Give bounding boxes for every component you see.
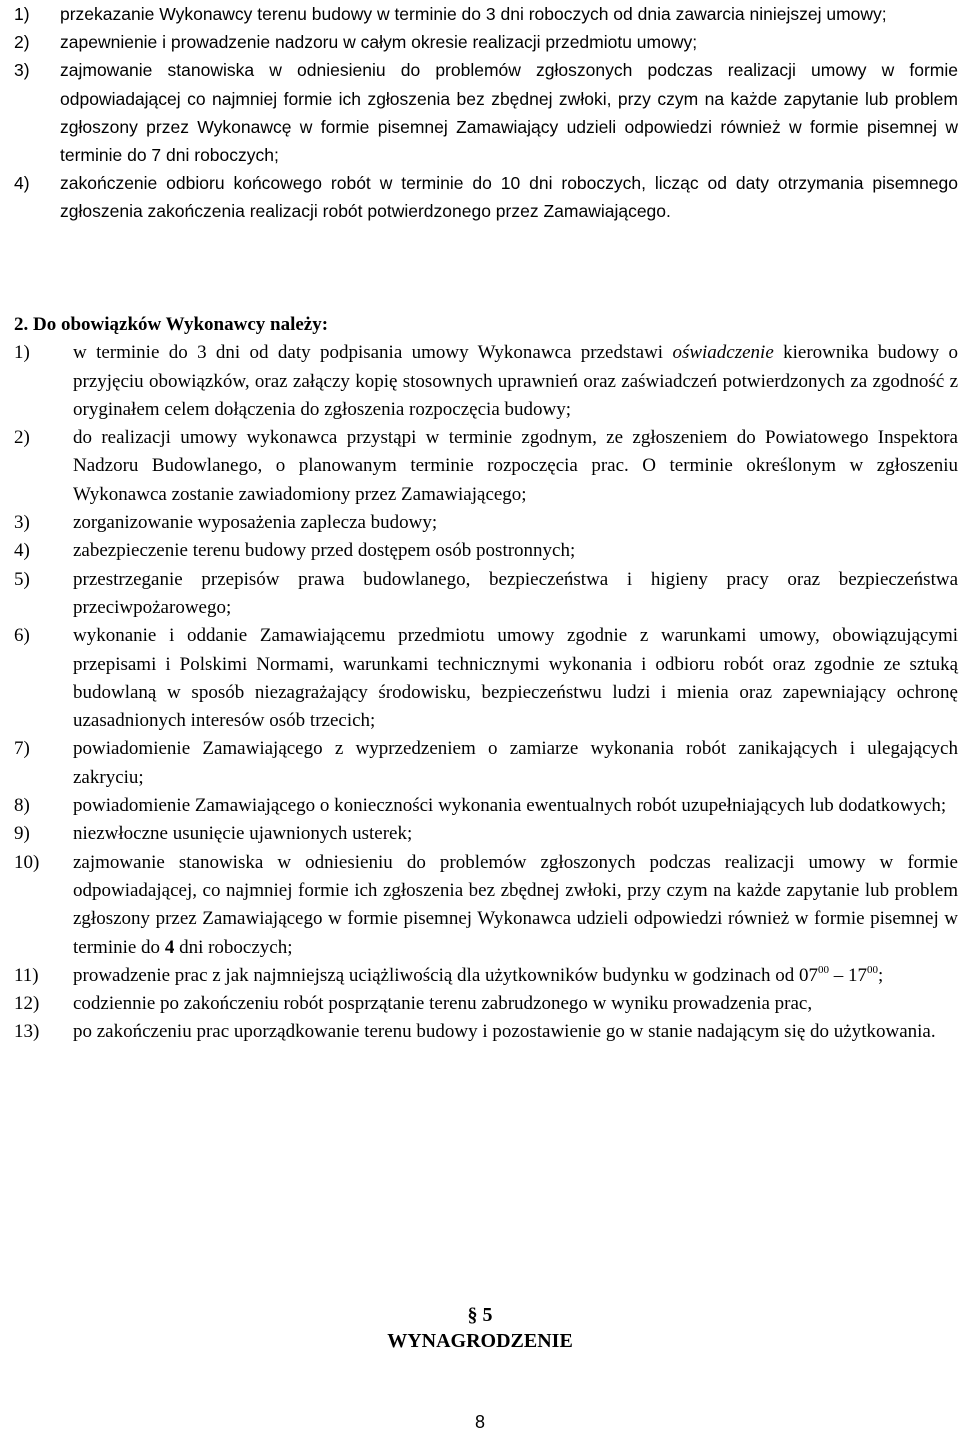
list-item-number: 6) [14,625,30,647]
list-item [14,820,958,848]
list-item [14,735,958,792]
paragraph-mark: § 5 [467,1304,493,1326]
list-item [14,622,958,735]
list-item-number: 7) [14,738,30,760]
list-item [14,566,958,623]
list-item [14,56,958,169]
list-item-number: 12) [14,993,40,1015]
list-item [14,962,958,990]
obligations-list-employer [14,0,958,226]
page-number: 8 [474,1412,485,1432]
list-item-number: 13) [14,1021,40,1043]
list-item [14,169,958,225]
list-item [14,424,958,509]
list-item [14,849,958,962]
list-item-text: przestrzeganie przepisów prawa budowlanego, bezpieczeństwa i higieny pracy oraz bezpieczeństwa przeciwpożarowego; [73,568,958,618]
list-item-text: wykonanie i oddanie Zamawiającemu przedmiotu umowy zgodnie z warunkami umowy, obowiązującymi przepisami i Polskimi Normami, warunkami technicznymi wykonania i odbioru robót oraz zgodnie ze sztuką budowlaną w sposób niezagrażający środowisku, bezpieczeństwu ludzi i mienia oraz zapewniający ochronę uzasadnionych interesów osób trzecich; [73,625,958,732]
list-item-number: 5) [14,568,30,590]
list-item [14,0,958,28]
list-item-text: powiadomienie Zamawiającego o konieczności wykonania ewentualnych robót uzupełniających lub dodatkowych; [73,795,947,817]
list-item-number: 9) [14,823,30,845]
obligations-list-contractor [14,311,958,1047]
paragraph-title: WYNAGRODZENIE [387,1330,573,1352]
list-item-number: 1) [14,4,30,24]
list-item-number: 3) [14,512,30,534]
list-item-text: powiadomienie Zamawiającego z wyprzedzeniem o zamiarze wykonania robót zanikających i ulegających zakryciu; [73,738,958,788]
list-item-number: 10) [14,851,40,873]
list-item-text: po zakończeniu prac uporządkowanie terenu budowy i pozostawienie go w stanie nadającym się do użytkowania. [73,1021,936,1043]
list-item-number: 2) [14,32,30,53]
list-item [14,509,958,537]
list-item-number: 4) [14,173,30,194]
list-item-text: zajmowanie stanowiska w odniesieniu do problemów zgłoszonych podczas realizacji umowy w formie odpowiadającej co najmniej formie ich zgłoszenia bez zbędnej zwłoki, przy czym na każde zapytanie lub problem zgłoszony przez Wykonawcę w formie pisemnej Zamawiający udzieli odpowiedzi również w formie pisemnej w terminie do 7 dni roboczych; [60,60,958,166]
list-item-text: zapewnienie i prowadzenie nadzoru w całym okresie realizacji przedmiotu umowy; [60,32,698,53]
list-item-number: 1) [14,342,30,364]
list-item [14,28,958,56]
list-item-text: zajmowanie stanowiska w odniesieniu do problemów zgłoszonych podczas realizacji umowy w formie odpowiadającej, co najmniej formie ich zgłoszenia bez zbędnej zwłoki, przy czym na każde zapytanie lub problem zgłoszony przez Zamawiającego w formie pisemnej Wykonawca udzieli odpowiedzi również w formie pisemnej w terminie do 4 dni roboczych; [73,851,958,958]
list-item-number: 3) [14,60,30,81]
list-item-text: w terminie do 3 dni od daty podpisania umowy Wykonawca przedstawi oświadczenie kierownika budowy o przyjęciu obowiązków, oraz załączy kopię stosownych uprawnień oraz zaświadczeń potwierdzonych za zgodność z oryginałem celem dołączenia do zgłoszenia rozpoczęcia budowy; [73,342,959,420]
list-item-text: przekazanie Wykonawcy terenu budowy w terminie do 3 dni roboczych od dnia zawarcia niniejszej umowy; [60,4,887,24]
list-item [14,339,958,424]
list-item [14,990,958,1018]
list-item-number: 11) [14,964,39,986]
list-item-text: zorganizowanie wyposażenia zaplecza budowy; [73,512,438,534]
list-item [14,1018,958,1046]
list-item-text: zakończenie odbioru końcowego robót w terminie do 10 dni roboczych, licząc od daty otrzymania pisemnego zgłoszenia zakończenia realizacji robót potwierdzonego przez Zamawiającego. [60,173,958,222]
list-item-text: zabezpieczenie terenu budowy przed dostępem osób postronnych; [73,540,576,562]
list-item-text: codziennie po zakończeniu robót posprzątanie terenu zabrudzonego w wyniku prowadzenia prac, [73,993,813,1015]
list-item-text: niezwłoczne usunięcie ujawnionych usterek; [73,823,413,845]
list-item-text: prowadzenie prac z jak najmniejszą uciążliwością dla użytkowników budynku w godzinach od $07^{00} - 17^{00}$; [73,963,884,986]
list-item-number: 2) [14,427,30,449]
list-item-number: 8) [14,795,30,817]
list-item-text: do realizacji umowy wykonawca przystąpi w terminie zgodnym, ze zgłoszeniem do Powiatowego Inspektora Nadzoru Budowlanego, o planowanym terminie rozpoczęcia prac. O terminie określonym w zgłoszeniu Wykonawca zostanie zawiadomiony przez Zamawiającego; [73,427,958,505]
list-item [14,537,958,565]
list-item-number: 4) [14,540,30,562]
section-heading: 2. Do obowiązków Wykonawcy należy: [14,314,329,335]
list-item [14,792,958,820]
